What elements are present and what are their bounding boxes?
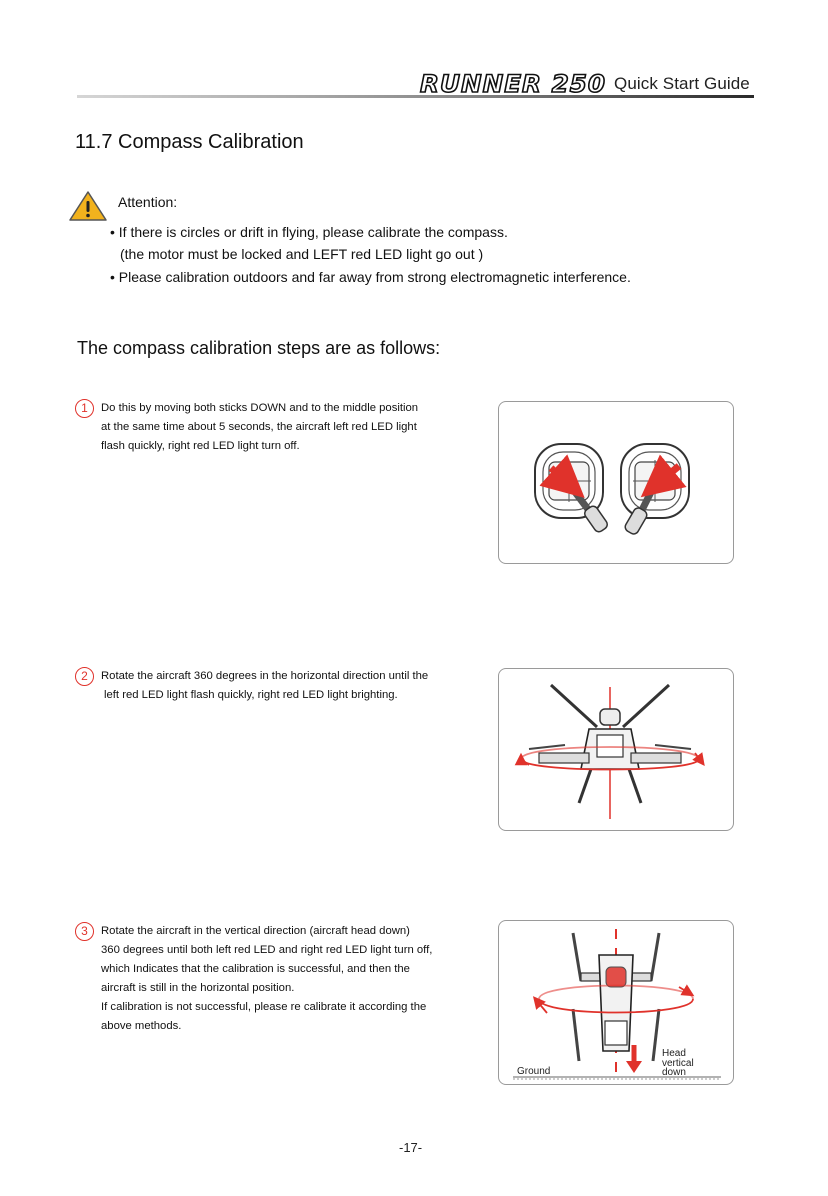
step-1-line: at the same time about 5 seconds, the aircraft left red LED light (101, 421, 417, 433)
right-stick-gimbal (621, 444, 689, 536)
head-vertical-down-label (662, 1049, 694, 1078)
steps-heading: The compass calibration steps are as follows: (77, 338, 441, 358)
transmitter-sticks-illustration (499, 402, 733, 563)
vertical-rotation-illustration (499, 921, 733, 1084)
step-2-line: Rotate the aircraft 360 degrees in the horizontal direction until the (101, 670, 429, 682)
header-subtitle: Quick Start Guide (614, 74, 750, 93)
brand-logo (418, 66, 610, 100)
step-3-line: Rotate the aircraft in the vertical direction (aircraft head down) (101, 925, 410, 937)
header-rule (77, 95, 754, 98)
left-stick-gimbal (535, 444, 609, 534)
warning-icon (68, 190, 108, 222)
attention-label: Attention: (118, 194, 178, 210)
step-3-line: aircraft is still in the horizontal position. (101, 982, 295, 994)
figure-horizontal-rotation (498, 668, 734, 831)
step-3-line: above methods. (101, 1020, 182, 1032)
step-3-line: which Indicates that the calibration is successful, and then the (101, 963, 410, 975)
ground-label: Ground (517, 1066, 551, 1077)
step-number: 2 (75, 667, 94, 686)
head-label-line: vertical (662, 1057, 694, 1069)
step-2-line: left red LED light flash quickly, right red LED light brighting. (104, 689, 398, 701)
attention-line: • Please calibration outdoors and far away from strong electromagnetic interference. (110, 269, 631, 285)
figure-transmitter-sticks (498, 401, 734, 564)
head-label-line: Head (662, 1048, 686, 1059)
attention-line: (the motor must be locked and LEFT red LED light go out ) (120, 246, 484, 262)
page-number: -17- (399, 1140, 423, 1155)
step-number: 1 (75, 399, 94, 418)
step-3-line: 360 degrees until both left red LED and right red LED light turn off, (101, 944, 433, 956)
figure-vertical-rotation (498, 920, 734, 1085)
step-1-line: Do this by moving both sticks DOWN and to the middle position (101, 402, 419, 414)
step-1-line: flash quickly, right red LED light turn off. (101, 440, 300, 452)
horizontal-rotation-illustration (499, 669, 733, 830)
step-3-line: If calibration is not successful, please re calibrate it according the (101, 1001, 427, 1013)
brand-logo-text: RUNNER 250 (420, 70, 606, 98)
section-title: 11.7 Compass Calibration (75, 131, 304, 153)
attention-line: • If there is circles or drift in flying, please calibrate the compass. (110, 224, 508, 240)
head-label-line: down (662, 1067, 686, 1078)
step-number: 3 (75, 922, 94, 941)
